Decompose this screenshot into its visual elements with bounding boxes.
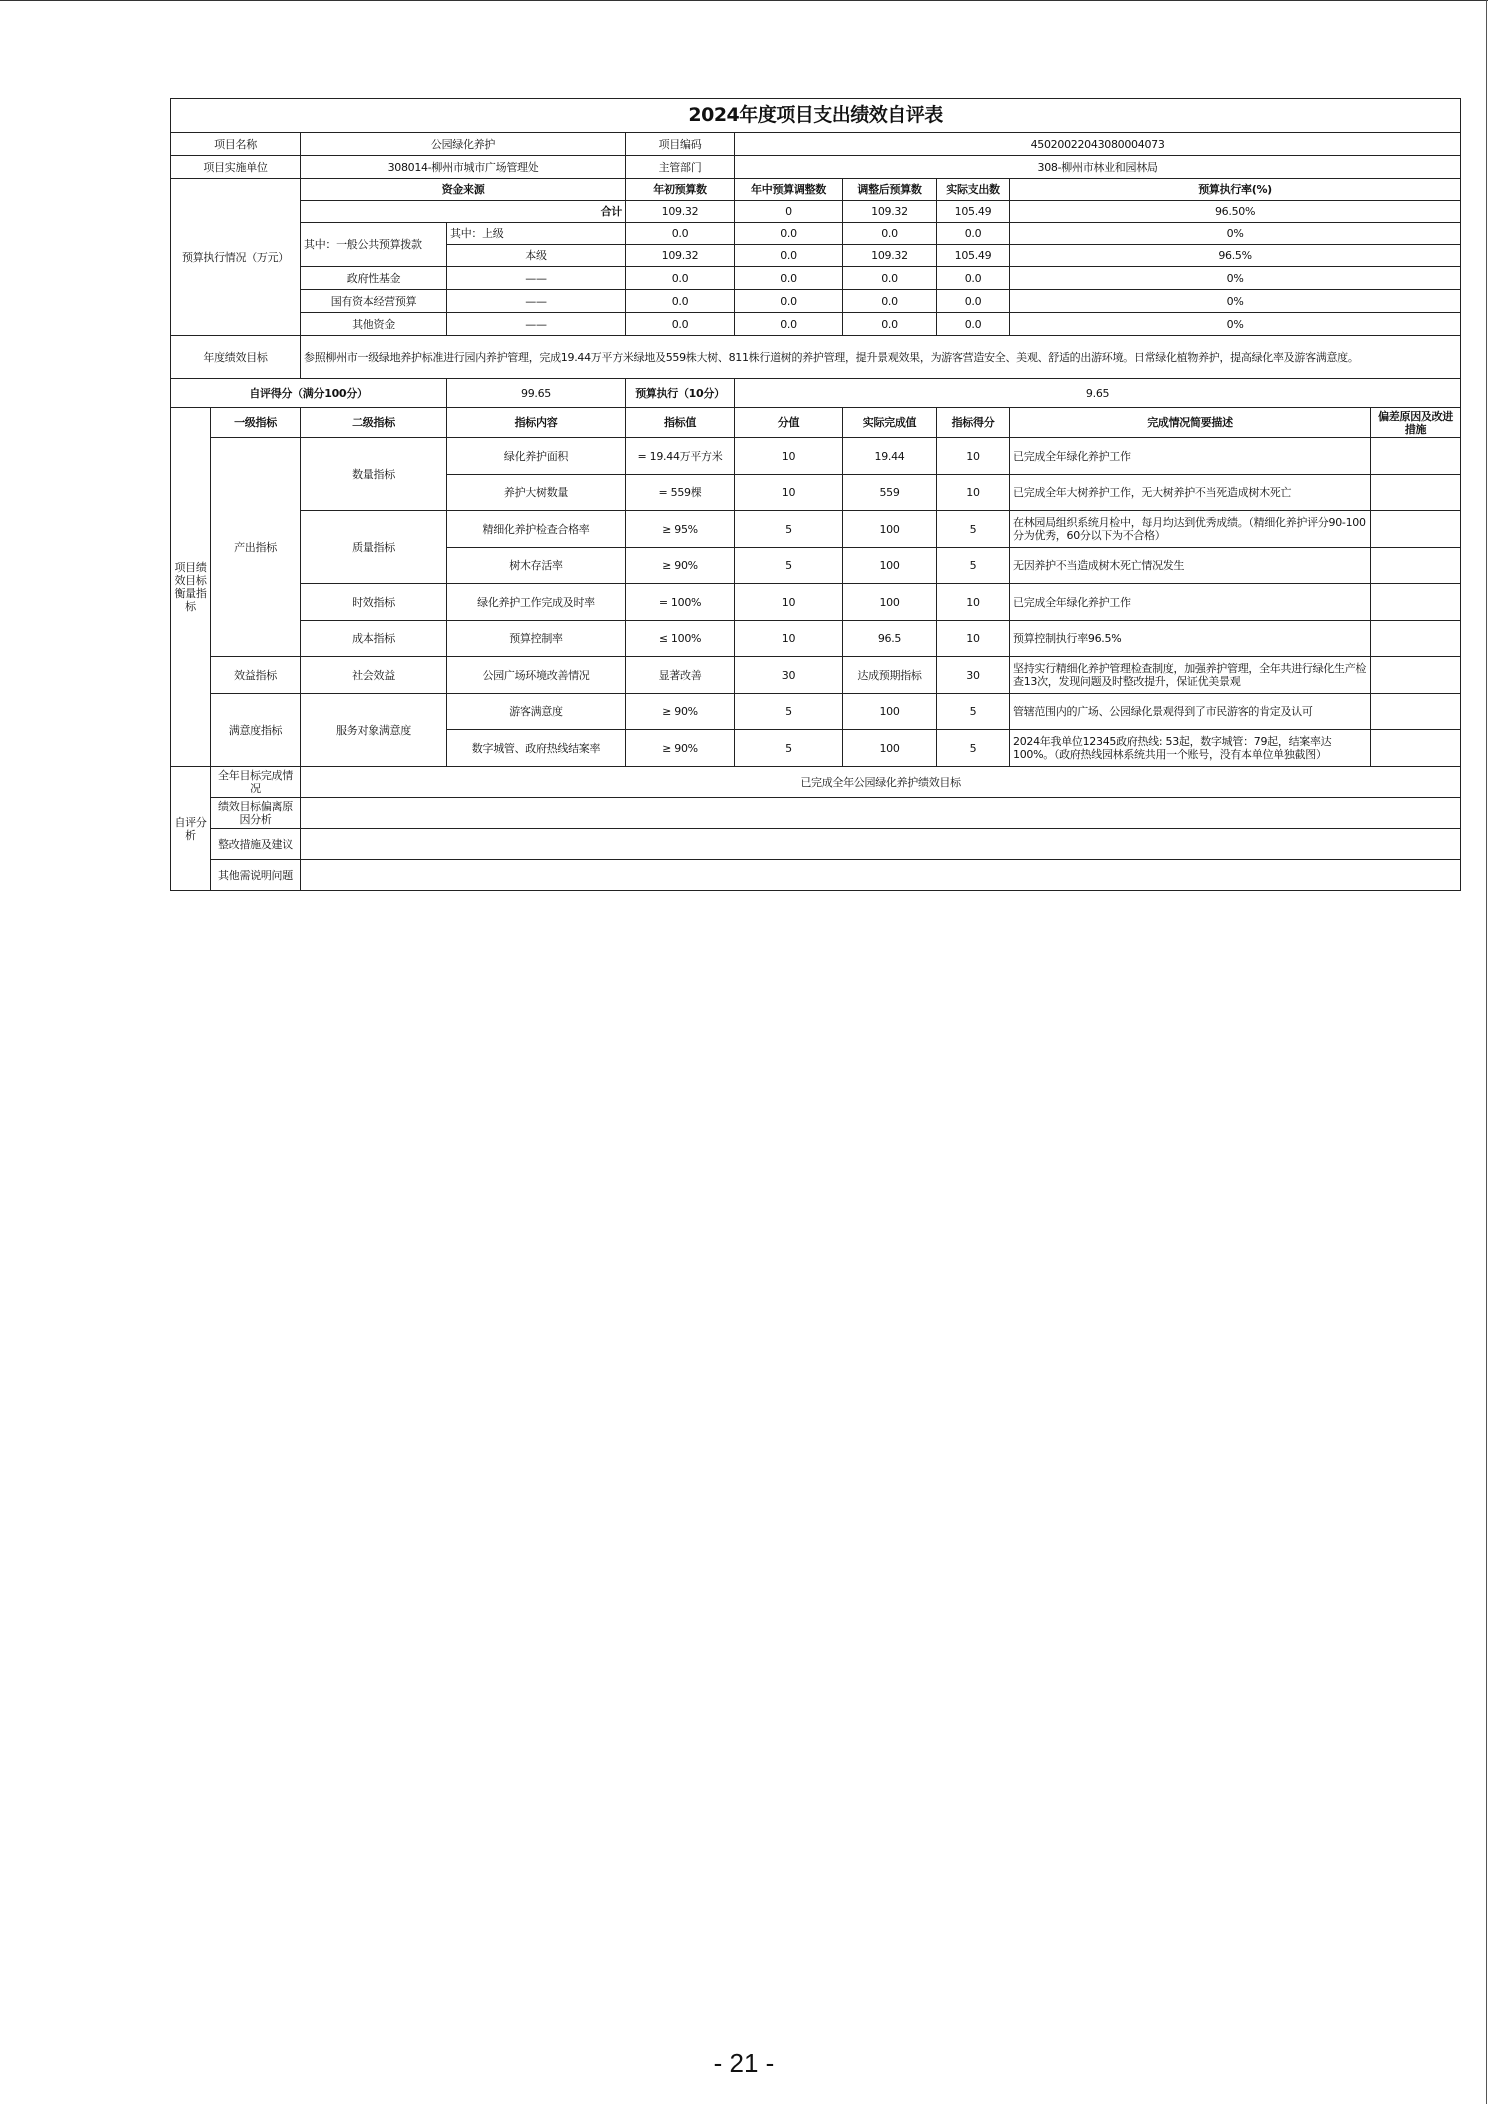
dept-value: 308-柳州市林业和园林局 <box>735 156 1461 179</box>
indicator-weight: 10 <box>735 621 843 657</box>
score-label: 自评得分（满分100分） <box>171 379 447 408</box>
budget-cell: 0% <box>1010 267 1461 290</box>
indicator-target: = 100% <box>626 584 735 621</box>
unit-label: 项目实施单位 <box>171 156 301 179</box>
budget-cell: 109.32 <box>843 245 937 267</box>
budget-dash: —— <box>447 290 626 313</box>
indicator-deviation <box>1371 694 1461 730</box>
budget-cell: 0 <box>735 201 843 223</box>
goal-text: 参照柳州市一级绿地养护标准进行园内养护管理，完成19.44万平方米绿地及559株大树、811株行道树的养护管理，提升景观效果，为游客营造安全、美观、舒适的出游环境。日常绿化植物养护，提高绿化率及游客满意度。 <box>301 336 1461 379</box>
indicator-score: 10 <box>937 475 1010 511</box>
indicator-section-label: 项目绩效目标衡量指标 <box>171 408 211 767</box>
level1-label: 产出指标 <box>211 438 301 657</box>
indicator-row <box>171 694 1461 730</box>
budget-cell: 0.0 <box>735 290 843 313</box>
budget-upper-row <box>171 223 1461 245</box>
analysis-label: 绩效目标偏离原因分析 <box>211 798 301 829</box>
indicator-score: 10 <box>937 438 1010 475</box>
analysis-value <box>301 829 1461 860</box>
indicator-row <box>171 438 1461 475</box>
budget-cell: 0.0 <box>937 313 1010 336</box>
indicator-header: 指标值 <box>626 408 735 438</box>
level2-label: 数量指标 <box>301 438 447 511</box>
budget-header-initial: 年初预算数 <box>626 179 735 201</box>
indicator-target: ≥ 90% <box>626 694 735 730</box>
budget-gov-fund-label: 政府性基金 <box>301 267 447 290</box>
budget-cell: 0.0 <box>626 267 735 290</box>
indicator-actual: 达成预期指标 <box>843 657 937 694</box>
budget-cell: 109.32 <box>843 201 937 223</box>
indicator-desc: 已完成全年大树养护工作，无大树养护不当死造成树木死亡 <box>1010 475 1371 511</box>
indicator-score: 10 <box>937 621 1010 657</box>
goal-row <box>171 336 1461 379</box>
indicator-score: 5 <box>937 511 1010 548</box>
indicator-actual: 100 <box>843 694 937 730</box>
indicator-deviation <box>1371 621 1461 657</box>
indicator-content: 数字城管、政府热线结案率 <box>447 730 626 767</box>
budget-other-row <box>171 313 1461 336</box>
budget-cell: 105.49 <box>937 201 1010 223</box>
indicator-score: 30 <box>937 657 1010 694</box>
budget-header-adjust: 年中预算调整数 <box>735 179 843 201</box>
budget-total-label: 合计 <box>301 201 626 223</box>
indicator-deviation <box>1371 438 1461 475</box>
level2-label: 时效指标 <box>301 584 447 621</box>
indicator-actual: 100 <box>843 730 937 767</box>
indicator-row <box>171 511 1461 548</box>
indicator-deviation <box>1371 548 1461 584</box>
indicator-target: ≥ 95% <box>626 511 735 548</box>
budget-header-adjusted: 调整后预算数 <box>843 179 937 201</box>
indicator-actual: 19.44 <box>843 438 937 475</box>
analysis-row <box>171 860 1461 891</box>
indicator-weight: 5 <box>735 730 843 767</box>
indicator-target: 显著改善 <box>626 657 735 694</box>
indicator-actual: 100 <box>843 511 937 548</box>
indicator-actual: 100 <box>843 548 937 584</box>
budget-header-actual: 实际支出数 <box>937 179 1010 201</box>
budget-header-rate: 预算执行率(%) <box>1010 179 1461 201</box>
budget-cell: 0% <box>1010 223 1461 245</box>
indicator-score: 5 <box>937 694 1010 730</box>
indicator-desc: 预算控制执行率96.5% <box>1010 621 1371 657</box>
analysis-row <box>171 798 1461 829</box>
indicator-header: 偏差原因及改进措施 <box>1371 408 1461 438</box>
analysis-row <box>171 829 1461 860</box>
budget-cell: 0.0 <box>735 245 843 267</box>
analysis-section-label: 自评分析 <box>171 767 211 891</box>
budget-cell: 96.5% <box>1010 245 1461 267</box>
budget-cell: 109.32 <box>626 245 735 267</box>
budget-cell: 0.0 <box>937 267 1010 290</box>
indicator-desc: 在林园局组织系统月检中，每月均达到优秀成绩。（精细化养护评分90-100分为优秀，60分以下为不合格） <box>1010 511 1371 548</box>
table-title: 2024年度项目支出绩效自评表 <box>171 99 1461 133</box>
budget-section-label: 预算执行情况（万元） <box>171 179 301 336</box>
indicator-deviation <box>1371 657 1461 694</box>
level2-label: 服务对象满意度 <box>301 694 447 767</box>
budget-state-capital-row <box>171 290 1461 313</box>
indicator-header: 分值 <box>735 408 843 438</box>
budget-other-label: 其他资金 <box>301 313 447 336</box>
indicator-content: 树木存活率 <box>447 548 626 584</box>
budget-cell: 0.0 <box>735 313 843 336</box>
indicator-content: 养护大树数量 <box>447 475 626 511</box>
indicator-target: ≥ 90% <box>626 730 735 767</box>
indicator-actual: 559 <box>843 475 937 511</box>
indicator-desc: 无因养护不当造成树木死亡情况发生 <box>1010 548 1371 584</box>
project-name-label: 项目名称 <box>171 133 301 156</box>
project-code-label: 项目编码 <box>626 133 735 156</box>
budget-exec-value: 9.65 <box>735 379 1461 408</box>
indicator-row <box>171 621 1461 657</box>
page-top-border <box>0 0 1488 1</box>
budget-cell: 0.0 <box>626 290 735 313</box>
budget-cell: 0.0 <box>735 223 843 245</box>
score-value: 99.65 <box>447 379 626 408</box>
unit-value: 308014-柳州市城市广场管理处 <box>301 156 626 179</box>
project-name-value: 公园绿化养护 <box>301 133 626 156</box>
dept-label: 主管部门 <box>626 156 735 179</box>
budget-cell: 0.0 <box>626 223 735 245</box>
budget-header-source: 资金来源 <box>301 179 626 201</box>
indicator-content: 精细化养护检查合格率 <box>447 511 626 548</box>
indicator-header-row <box>171 408 1461 438</box>
indicator-header: 实际完成值 <box>843 408 937 438</box>
page-number: - 21 - <box>713 2048 775 2078</box>
budget-total-row <box>171 201 1461 223</box>
project-name-row <box>171 133 1461 156</box>
indicator-desc: 管辖范围内的广场、公园绿化景观得到了市民游客的肯定及认可 <box>1010 694 1371 730</box>
budget-cell: 0.0 <box>843 223 937 245</box>
goal-label: 年度绩效目标 <box>171 336 301 379</box>
indicator-content: 绿化养护面积 <box>447 438 626 475</box>
budget-cell: 0.0 <box>843 313 937 336</box>
budget-general-label: 其中：一般公共预算拨款 <box>301 223 447 267</box>
indicator-actual: 96.5 <box>843 621 937 657</box>
analysis-label: 整改措施及建议 <box>211 829 301 860</box>
budget-dash: —— <box>447 267 626 290</box>
indicator-weight: 10 <box>735 475 843 511</box>
level2-label: 社会效益 <box>301 657 447 694</box>
budget-cell: 109.32 <box>626 201 735 223</box>
indicator-desc: 2024年我单位12345政府热线: 53起，数字城管：79起，结案率达100%。（政府热线园林系统共用一个账号，没有本单位单独截图） <box>1010 730 1371 767</box>
indicator-weight: 30 <box>735 657 843 694</box>
level2-label: 成本指标 <box>301 621 447 657</box>
indicator-desc: 已完成全年绿化养护工作 <box>1010 438 1371 475</box>
budget-cell: 0.0 <box>843 290 937 313</box>
indicator-score: 5 <box>937 548 1010 584</box>
budget-cell: 0.0 <box>937 290 1010 313</box>
indicator-weight: 5 <box>735 511 843 548</box>
budget-exec-label: 预算执行（10分） <box>626 379 735 408</box>
budget-cell: 105.49 <box>937 245 1010 267</box>
indicator-target: = 559棵 <box>626 475 735 511</box>
level1-label: 效益指标 <box>211 657 301 694</box>
performance-evaluation-table <box>170 98 1461 891</box>
unit-row <box>171 156 1461 179</box>
score-row <box>171 379 1461 408</box>
indicator-actual: 100 <box>843 584 937 621</box>
analysis-label: 其他需说明问题 <box>211 860 301 891</box>
indicator-weight: 5 <box>735 548 843 584</box>
budget-local-label: 本级 <box>447 245 626 267</box>
analysis-row <box>171 767 1461 798</box>
budget-cell: 0% <box>1010 290 1461 313</box>
indicator-deviation <box>1371 511 1461 548</box>
level2-label: 质量指标 <box>301 511 447 584</box>
indicator-deviation <box>1371 475 1461 511</box>
budget-cell: 0% <box>1010 313 1461 336</box>
budget-cell: 96.50% <box>1010 201 1461 223</box>
title-row <box>171 99 1461 133</box>
budget-state-capital-label: 国有资本经营预算 <box>301 290 447 313</box>
budget-cell: 0.0 <box>843 267 937 290</box>
analysis-value <box>301 860 1461 891</box>
indicator-desc: 坚持实行精细化养护管理检查制度，加强养护管理，全年共进行绿化生产检查13次，发现问题及时整改提升，保证优美景观 <box>1010 657 1371 694</box>
budget-header-row <box>171 179 1461 201</box>
indicator-row <box>171 584 1461 621</box>
indicator-score: 10 <box>937 584 1010 621</box>
indicator-weight: 10 <box>735 584 843 621</box>
budget-upper-label: 其中：上级 <box>447 223 626 245</box>
budget-cell: 0.0 <box>937 223 1010 245</box>
indicator-header: 完成情况简要描述 <box>1010 408 1371 438</box>
indicator-row <box>171 657 1461 694</box>
budget-cell: 0.0 <box>626 313 735 336</box>
indicator-content: 预算控制率 <box>447 621 626 657</box>
indicator-weight: 10 <box>735 438 843 475</box>
indicator-header: 二级指标 <box>301 408 447 438</box>
level1-label: 满意度指标 <box>211 694 301 767</box>
indicator-score: 5 <box>937 730 1010 767</box>
budget-gov-fund-row <box>171 267 1461 290</box>
indicator-header: 一级指标 <box>211 408 301 438</box>
project-code-value: 45020022043080004073 <box>735 133 1461 156</box>
indicator-content: 公园广场环境改善情况 <box>447 657 626 694</box>
indicator-deviation <box>1371 584 1461 621</box>
indicator-target: ≤ 100% <box>626 621 735 657</box>
budget-dash: —— <box>447 313 626 336</box>
indicator-content: 游客满意度 <box>447 694 626 730</box>
indicator-header: 指标得分 <box>937 408 1010 438</box>
indicator-weight: 5 <box>735 694 843 730</box>
indicator-desc: 已完成全年绿化养护工作 <box>1010 584 1371 621</box>
indicator-deviation <box>1371 730 1461 767</box>
page-right-border <box>1486 0 1487 2104</box>
analysis-value: 已完成全年公园绿化养护绩效目标 <box>301 767 1461 798</box>
budget-cell: 0.0 <box>735 267 843 290</box>
indicator-content: 绿化养护工作完成及时率 <box>447 584 626 621</box>
indicator-header: 指标内容 <box>447 408 626 438</box>
indicator-target: ≥ 90% <box>626 548 735 584</box>
analysis-value <box>301 798 1461 829</box>
analysis-label: 全年目标完成情况 <box>211 767 301 798</box>
indicator-target: = 19.44万平方米 <box>626 438 735 475</box>
